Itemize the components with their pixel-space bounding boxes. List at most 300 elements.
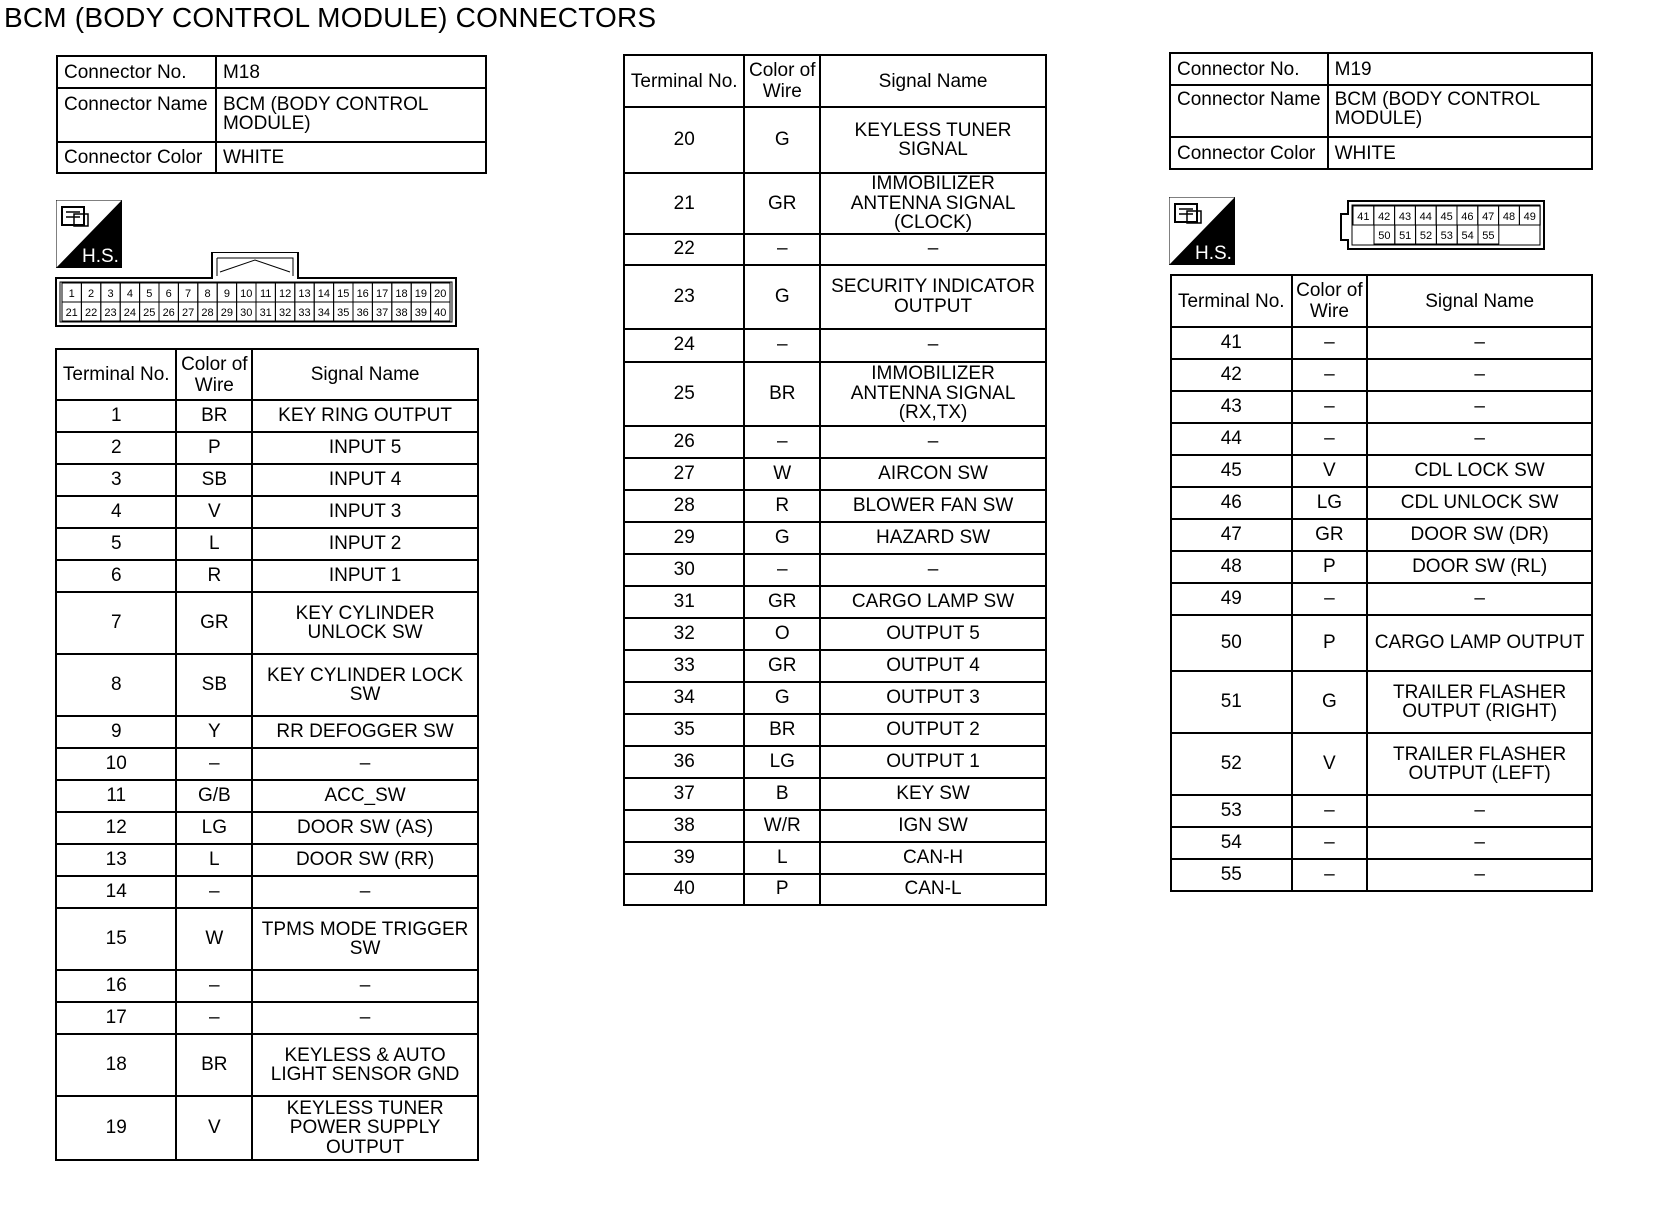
- connector-pin-number: 52: [1419, 230, 1433, 242]
- signal-name-cell: INPUT 5: [252, 432, 478, 464]
- connector-pin-number: 27: [181, 307, 195, 319]
- connector-pin-number: 51: [1399, 230, 1412, 242]
- table-row: [1171, 551, 1592, 583]
- wire-color-cell: Y: [176, 716, 252, 748]
- connector-pin-number: 35: [337, 307, 350, 319]
- wire-color-cell: –: [1292, 827, 1368, 859]
- table-row: [56, 400, 478, 432]
- wire-color-cell: BR: [744, 714, 820, 746]
- terminal-cell: 11: [56, 780, 176, 812]
- wire-color-cell: –: [744, 329, 820, 362]
- table-row: [624, 458, 1046, 490]
- signal-name-cell: –: [252, 1002, 478, 1034]
- terminal-cell: 47: [1171, 519, 1292, 551]
- terminal-cell: 26: [624, 426, 744, 458]
- wire-color-cell: SB: [176, 654, 252, 716]
- wire-color-cell: –: [744, 554, 820, 586]
- connector-pin-number: 42: [1378, 211, 1391, 223]
- wire-color-cell: G: [744, 522, 820, 554]
- wire-color-cell: G: [744, 682, 820, 714]
- terminal-cell: 22: [624, 234, 744, 265]
- wire-color-cell: O: [744, 618, 820, 650]
- wire-color-cell: –: [176, 1002, 252, 1034]
- terminal-cell: 12: [56, 812, 176, 844]
- table-row: [1171, 615, 1592, 671]
- signal-name-cell: DOOR SW (RL): [1367, 551, 1592, 583]
- table-row: [624, 426, 1046, 458]
- signal-name-cell: SECURITY INDICATOR OUTPUT: [820, 265, 1046, 329]
- wire-color-cell: R: [744, 490, 820, 522]
- table-row: [56, 876, 478, 908]
- table-row: [1171, 327, 1592, 359]
- connector-pin-number: 6: [165, 288, 172, 300]
- signal-name-cell: KEY SW: [820, 778, 1046, 810]
- terminal-cell: 37: [624, 778, 744, 810]
- wire-color-cell: SB: [176, 464, 252, 496]
- connector-pin-number: 3: [107, 288, 114, 300]
- signal-name-cell: –: [1367, 795, 1592, 827]
- table-row: [1171, 455, 1592, 487]
- info-value: M18: [216, 56, 486, 88]
- table-row: [624, 265, 1046, 329]
- wire-color-cell: G: [744, 265, 820, 329]
- wire-color-cell: –: [176, 876, 252, 908]
- table-row: [624, 554, 1046, 586]
- header-color: Color of Wire: [744, 55, 820, 107]
- table-row: [56, 1096, 478, 1160]
- table-row: [624, 234, 1046, 265]
- connector-pin-number: 23: [104, 307, 117, 319]
- connector-pin-number: 46: [1461, 211, 1474, 223]
- connector-pin-number: 4: [126, 288, 133, 300]
- connector-pin-number: 36: [356, 307, 369, 319]
- signal-name-cell: IGN SW: [820, 810, 1046, 842]
- wire-color-cell: BR: [744, 362, 820, 426]
- info-key: Connector Color: [57, 142, 216, 173]
- connector-pin-number: 25: [143, 307, 156, 319]
- connector-pin-number: 48: [1502, 211, 1516, 223]
- m19-info-table: [1169, 52, 1593, 170]
- connector-pin-number: 2: [88, 288, 95, 300]
- connector-pin-number: 11: [259, 288, 272, 300]
- table-row: [56, 432, 478, 464]
- header-terminal: Terminal No.: [1171, 275, 1292, 327]
- wire-color-cell: P: [744, 874, 820, 905]
- connector-pin-number: 17: [375, 288, 389, 300]
- wire-color-cell: –: [1292, 859, 1368, 891]
- table-row: [56, 970, 478, 1002]
- table-row: [624, 329, 1046, 362]
- connector-pin-number: 33: [298, 307, 311, 319]
- connector-pin-number: 19: [414, 288, 428, 300]
- terminal-cell: 25: [624, 362, 744, 426]
- connector-pin-number: 34: [317, 307, 331, 319]
- wire-color-cell: LG: [744, 746, 820, 778]
- signal-name-cell: OUTPUT 3: [820, 682, 1046, 714]
- connector-pin-number: 55: [1482, 230, 1495, 242]
- connector-pin-number: 18: [395, 288, 408, 300]
- terminal-cell: 40: [624, 874, 744, 905]
- wire-color-cell: P: [1292, 551, 1368, 583]
- connector-pin-number: 39: [414, 307, 428, 319]
- terminal-cell: 10: [56, 748, 176, 780]
- info-key: Connector Name: [1170, 85, 1328, 137]
- signal-name-cell: IMMOBILIZER ANTENNA SIGNAL (RX,TX): [820, 362, 1046, 426]
- wire-color-cell: GR: [1292, 519, 1368, 551]
- header-color: Color of Wire: [1292, 275, 1368, 327]
- terminal-cell: 27: [624, 458, 744, 490]
- table-row: [56, 654, 478, 716]
- signal-name-cell: –: [820, 234, 1046, 265]
- terminal-cell: 7: [56, 592, 176, 654]
- m18-terminal-table: [55, 348, 479, 1161]
- info-key: Connector No.: [57, 56, 216, 88]
- signal-name-cell: TPMS MODE TRIGGER SW: [252, 908, 478, 970]
- info-row: [57, 142, 486, 173]
- table-row: [624, 586, 1046, 618]
- table-row: [56, 1002, 478, 1034]
- terminal-cell: 51: [1171, 671, 1292, 733]
- wire-color-cell: –: [176, 748, 252, 780]
- wire-color-cell: –: [1292, 359, 1368, 391]
- terminal-cell: 52: [1171, 733, 1292, 795]
- info-row: [1170, 85, 1592, 137]
- terminal-cell: 43: [1171, 391, 1292, 423]
- wire-color-cell: BR: [176, 1034, 252, 1096]
- info-key: Connector No.: [1170, 53, 1328, 85]
- signal-name-cell: DOOR SW (AS): [252, 812, 478, 844]
- wire-color-cell: LG: [176, 812, 252, 844]
- table-row: [56, 464, 478, 496]
- header-signal: Signal Name: [820, 55, 1046, 107]
- info-row: [1170, 53, 1592, 85]
- connector-pin-number: 50: [1378, 230, 1391, 242]
- signal-name-cell: HAZARD SW: [820, 522, 1046, 554]
- signal-name-cell: OUTPUT 5: [820, 618, 1046, 650]
- signal-name-cell: DOOR SW (DR): [1367, 519, 1592, 551]
- wire-color-cell: BR: [176, 400, 252, 432]
- terminal-cell: 21: [624, 173, 744, 234]
- wire-color-cell: L: [176, 844, 252, 876]
- terminal-cell: 14: [56, 876, 176, 908]
- terminal-cell: 9: [56, 716, 176, 748]
- connector-pin-number: 10: [240, 288, 253, 300]
- table-row: [56, 716, 478, 748]
- wire-color-cell: G: [1292, 671, 1368, 733]
- table-row: [624, 810, 1046, 842]
- wire-color-cell: G/B: [176, 780, 252, 812]
- info-value: WHITE: [1328, 137, 1592, 169]
- harness-side-icon: [1169, 197, 1235, 265]
- header-terminal: Terminal No.: [624, 55, 744, 107]
- table-row: [624, 173, 1046, 234]
- wire-color-cell: V: [1292, 455, 1368, 487]
- wire-color-cell: W: [744, 458, 820, 490]
- terminal-cell: 36: [624, 746, 744, 778]
- terminal-cell: 39: [624, 842, 744, 874]
- terminal-cell: 31: [624, 586, 744, 618]
- connector-pin-number: 16: [356, 288, 369, 300]
- wire-color-cell: P: [1292, 615, 1368, 671]
- terminal-cell: 2: [56, 432, 176, 464]
- wire-color-cell: –: [1292, 795, 1368, 827]
- terminal-cell: 53: [1171, 795, 1292, 827]
- connector-pin-number: 30: [240, 307, 253, 319]
- wire-color-cell: GR: [744, 173, 820, 234]
- table-row: [56, 528, 478, 560]
- wire-color-cell: LG: [1292, 487, 1368, 519]
- connector-pin-number: 8: [204, 288, 211, 300]
- table-row: [1171, 487, 1592, 519]
- terminal-cell: 8: [56, 654, 176, 716]
- terminal-cell: 13: [56, 844, 176, 876]
- signal-name-cell: CDL UNLOCK SW: [1367, 487, 1592, 519]
- connector-pin-number: 14: [317, 288, 331, 300]
- terminal-cell: 4: [56, 496, 176, 528]
- wire-color-cell: V: [1292, 733, 1368, 795]
- table-row: [624, 362, 1046, 426]
- signal-name-cell: CAN-L: [820, 874, 1046, 905]
- table-header-row: [624, 55, 1046, 107]
- terminal-cell: 16: [56, 970, 176, 1002]
- wire-color-cell: R: [176, 560, 252, 592]
- wire-color-cell: V: [176, 496, 252, 528]
- table-row: [1171, 671, 1592, 733]
- connector-pin-number: 24: [123, 307, 137, 319]
- wire-color-cell: –: [1292, 391, 1368, 423]
- m18-connector-face: [54, 252, 458, 328]
- signal-name-cell: –: [252, 970, 478, 1002]
- connector-pin-number: 38: [395, 307, 408, 319]
- connector-pin-number: 49: [1523, 211, 1536, 223]
- info-value: WHITE: [216, 142, 486, 173]
- m19-connector-face: [1340, 200, 1546, 252]
- terminal-cell: 50: [1171, 615, 1292, 671]
- terminal-cell: 30: [624, 554, 744, 586]
- connector-pin-number: 53: [1440, 230, 1453, 242]
- table-row: [56, 780, 478, 812]
- info-key: Connector Name: [57, 88, 216, 142]
- signal-name-cell: KEYLESS TUNER SIGNAL: [820, 107, 1046, 173]
- terminal-cell: 29: [624, 522, 744, 554]
- signal-name-cell: CARGO LAMP SW: [820, 586, 1046, 618]
- table-row: [56, 812, 478, 844]
- wire-color-cell: GR: [744, 650, 820, 682]
- info-value: BCM (BODY CONTROL MODULE): [1328, 85, 1592, 137]
- header-signal: Signal Name: [252, 349, 478, 400]
- wire-color-cell: G: [744, 107, 820, 173]
- wire-color-cell: GR: [744, 586, 820, 618]
- terminal-cell: 18: [56, 1034, 176, 1096]
- table-row: [1171, 359, 1592, 391]
- connector-pin-number: 13: [298, 288, 311, 300]
- terminal-cell: 54: [1171, 827, 1292, 859]
- connector-pin-number: 43: [1398, 211, 1412, 223]
- info-row: [57, 56, 486, 88]
- table-row: [624, 682, 1046, 714]
- signal-name-cell: OUTPUT 1: [820, 746, 1046, 778]
- table-row: [1171, 733, 1592, 795]
- connector-pin-number: 28: [201, 307, 214, 319]
- table-row: [56, 1034, 478, 1096]
- table-row: [624, 874, 1046, 905]
- signal-name-cell: INPUT 1: [252, 560, 478, 592]
- connector-pin-number: 12: [278, 288, 292, 300]
- signal-name-cell: OUTPUT 4: [820, 650, 1046, 682]
- table-row: [624, 842, 1046, 874]
- signal-name-cell: IMMOBILIZER ANTENNA SIGNAL (CLOCK): [820, 173, 1046, 234]
- table-row: [56, 908, 478, 970]
- signal-name-cell: BLOWER FAN SW: [820, 490, 1046, 522]
- signal-name-cell: RR DEFOGGER SW: [252, 716, 478, 748]
- signal-name-cell: KEYLESS TUNER POWER SUPPLY OUTPUT: [252, 1096, 478, 1160]
- table-row: [624, 618, 1046, 650]
- terminal-cell: 5: [56, 528, 176, 560]
- connector-pin-number: 45: [1440, 211, 1453, 223]
- wire-color-cell: B: [744, 778, 820, 810]
- table-row: [1171, 519, 1592, 551]
- signal-name-cell: CDL LOCK SW: [1367, 455, 1592, 487]
- wire-color-cell: W/R: [744, 810, 820, 842]
- table-row: [56, 560, 478, 592]
- signal-name-cell: –: [252, 748, 478, 780]
- info-value: BCM (BODY CONTROL MODULE): [216, 88, 486, 142]
- table-header-row: [1171, 275, 1592, 327]
- hs-label: H.S.: [82, 246, 119, 267]
- signal-name-cell: –: [1367, 583, 1592, 615]
- signal-name-cell: –: [1367, 827, 1592, 859]
- table-row: [1171, 391, 1592, 423]
- table-row: [56, 844, 478, 876]
- header-color: Color of Wire: [176, 349, 252, 400]
- signal-name-cell: –: [1367, 859, 1592, 891]
- connector-pin-number: 26: [162, 307, 175, 319]
- terminal-cell: 55: [1171, 859, 1292, 891]
- terminal-cell: 42: [1171, 359, 1292, 391]
- terminal-cell: 34: [624, 682, 744, 714]
- terminal-cell: 35: [624, 714, 744, 746]
- terminal-cell: 6: [56, 560, 176, 592]
- wire-color-cell: W: [176, 908, 252, 970]
- table-row: [1171, 583, 1592, 615]
- signal-name-cell: –: [1367, 359, 1592, 391]
- signal-name-cell: CAN-H: [820, 842, 1046, 874]
- terminal-cell: 17: [56, 1002, 176, 1034]
- connector-pin-number: 37: [375, 307, 389, 319]
- info-key: Connector Color: [1170, 137, 1328, 169]
- wire-color-cell: L: [176, 528, 252, 560]
- table-row: [624, 746, 1046, 778]
- info-row: [57, 88, 486, 142]
- signal-name-cell: CARGO LAMP OUTPUT: [1367, 615, 1592, 671]
- table-row: [624, 490, 1046, 522]
- terminal-cell: 38: [624, 810, 744, 842]
- terminal-cell: 41: [1171, 327, 1292, 359]
- table-row: [624, 522, 1046, 554]
- terminal-cell: 49: [1171, 583, 1292, 615]
- wire-color-cell: –: [1292, 423, 1368, 455]
- terminal-cell: 15: [56, 908, 176, 970]
- header-terminal: Terminal No.: [56, 349, 176, 400]
- signal-name-cell: –: [1367, 423, 1592, 455]
- signal-name-cell: –: [820, 329, 1046, 362]
- connector-pin-number: 5: [146, 288, 153, 300]
- terminal-cell: 24: [624, 329, 744, 362]
- connector-pin-number: 7: [185, 288, 192, 300]
- signal-name-cell: KEYLESS & AUTO LIGHT SENSOR GND: [252, 1034, 478, 1096]
- wire-color-cell: –: [176, 970, 252, 1002]
- table-header-row: [56, 349, 478, 400]
- connector-pin-number: 40: [434, 307, 447, 319]
- terminal-cell: 44: [1171, 423, 1292, 455]
- terminal-cell: 28: [624, 490, 744, 522]
- wire-color-cell: –: [1292, 583, 1368, 615]
- table-row: [56, 496, 478, 528]
- info-value: M19: [1328, 53, 1592, 85]
- wire-color-cell: L: [744, 842, 820, 874]
- terminal-cell: 46: [1171, 487, 1292, 519]
- page-title: BCM (BODY CONTROL MODULE) CONNECTORS: [4, 2, 657, 33]
- connector-pin-number: 22: [84, 307, 98, 319]
- connector-pin-number: 20: [434, 288, 447, 300]
- table-row: [624, 778, 1046, 810]
- terminal-cell: 45: [1171, 455, 1292, 487]
- connector-pin-number: 9: [223, 288, 230, 300]
- signal-name-cell: –: [1367, 327, 1592, 359]
- header-signal: Signal Name: [1367, 275, 1592, 327]
- signal-name-cell: DOOR SW (RR): [252, 844, 478, 876]
- terminal-cell: 3: [56, 464, 176, 496]
- connector-pin-number: 54: [1461, 230, 1474, 242]
- wire-color-cell: –: [744, 234, 820, 265]
- m18-info-table: [56, 55, 487, 174]
- signal-name-cell: KEY CYLINDER LOCK SW: [252, 654, 478, 716]
- connector-pin-number: 47: [1482, 211, 1495, 223]
- info-row: [1170, 137, 1592, 169]
- signal-name-cell: KEY CYLINDER UNLOCK SW: [252, 592, 478, 654]
- table-row: [1171, 423, 1592, 455]
- signal-name-cell: INPUT 2: [252, 528, 478, 560]
- connector-pin-number: 29: [220, 307, 234, 319]
- connector-pin-number: 21: [65, 307, 78, 319]
- signal-name-cell: AIRCON SW: [820, 458, 1046, 490]
- m19-terminal-table: [1170, 274, 1593, 892]
- table-row: [1171, 827, 1592, 859]
- signal-name-cell: –: [820, 554, 1046, 586]
- wire-color-cell: V: [176, 1096, 252, 1160]
- signal-name-cell: TRAILER FLASHER OUTPUT (LEFT): [1367, 733, 1592, 795]
- connector-pin-number: 1: [68, 288, 75, 300]
- signal-name-cell: TRAILER FLASHER OUTPUT (RIGHT): [1367, 671, 1592, 733]
- wire-color-cell: GR: [176, 592, 252, 654]
- table-row: [1171, 795, 1592, 827]
- terminal-cell: 19: [56, 1096, 176, 1160]
- table-row: [624, 107, 1046, 173]
- wire-color-cell: P: [176, 432, 252, 464]
- connector-pin-number: 41: [1357, 211, 1370, 223]
- terminal-cell: 20: [624, 107, 744, 173]
- table-row: [624, 650, 1046, 682]
- table-row: [56, 592, 478, 654]
- table-row: [624, 714, 1046, 746]
- terminal-cell: 48: [1171, 551, 1292, 583]
- table-row: [56, 748, 478, 780]
- signal-name-cell: –: [252, 876, 478, 908]
- signal-name-cell: –: [820, 426, 1046, 458]
- hs-label: H.S.: [1195, 243, 1232, 264]
- signal-name-cell: –: [1367, 391, 1592, 423]
- terminal-cell: 23: [624, 265, 744, 329]
